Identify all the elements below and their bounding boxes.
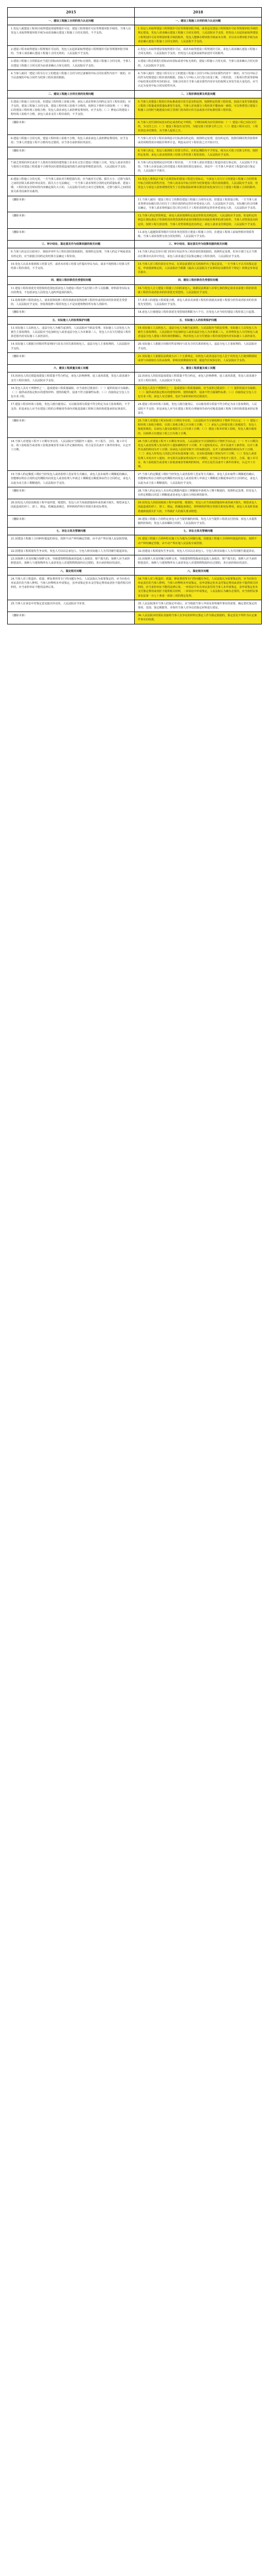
column-header-right: 2018	[135, 8, 262, 18]
clause-row	[8, 70, 262, 90]
clause-row	[8, 499, 262, 516]
clause-row	[8, 309, 262, 316]
clause-row	[8, 147, 262, 159]
clause-2015: 8.建设工程施工合同无效，一方当事人请求对方赔偿损失的，应当就对方过错、损失大小、过错与损失之间的因果关系承担举证责任。损失大小无法确定，一方当事人请求参照合同约定的质量标准、建设工期、工程价款支付时间等内容确定损失大小的，人民法院可以结合双方过错程度、过错与损失之间的因果关系等因素作出裁判。	[8, 175, 135, 196]
clause-row	[8, 341, 262, 352]
clause-row	[8, 471, 262, 487]
header-row	[8, 8, 262, 18]
clause-2015: 12.装饰装修工程的承包人，请求装饰装修工程价款就该装饰装修工程折价或者拍卖的价款优先受偿的，人民法院应予支持，但装饰装修工程的发包人不是该建筑物的所有权人的除外。	[8, 296, 135, 308]
clause-2018: 5.当事人对建设工程的计价标准或者计价方法有约定的，按照约定结算工程价款。因设计变更导致建设工程的工程量或者质量标准发生变化，当事人对该部分工程价款不能协商一致的，可以参照签订建设工程施工合同时当地建设行政主管部门发布的计价方法或者计价标准结算工程价款。	[135, 98, 262, 118]
clause-row	[8, 46, 262, 58]
clause-2018: 32.因建设工程质量发生争议的，发包人可以以总承包人、分包人和实际施工人为共同被告提起诉讼。	[135, 547, 262, 555]
clause-2018: 19.实际施工人以转包人、违法分包人为被告起诉的，人民法院应当依法受理。实际施工人以发包人为被告主张权利的，人民法院应当追加转包人或者违法分包人为本案第三人，在查明发包人欠付转包人或者违法分包人建设工程价款的数额后，判决发包人在欠付建设工程价款范围内对实际施工人承担责任。	[135, 324, 262, 341]
clause-2018: 20.实际施工人根据合同相对性原则向与其有合同关系的转包人、违法分包人主张权利的，人民法院应予支持。	[135, 341, 262, 352]
clause-2018: 26.当事人对建设工程开工日期有争议的，人民法院应当分别按照以下情形予以认定：（一）开工日期为发包人或者监理人发出的开工通知载明的开工日期；开工通知发出后，尚不具备开工条件的，以开工条件具备的时间为开工日期；因承包人原因导致开工时间推迟的，以开工通知载明的时间为开工日期。（二）承包人经发包人同意已经实际进场施工的，以实际进场施工时间为开工日期。（三）发包人或者监理人未发出开工通知，亦无相关证据证明实际开工日期的，应当综合考虑开工报告、合同、施工许可证、竣工验收报告或者竣工验收备案表等载明的时间，并结合是否具备开工条件的事实，认定开工日期。	[135, 437, 262, 470]
clause-row	[8, 118, 262, 135]
clause-2018: 五、实际施工人的权利保护问题	[135, 316, 262, 324]
column-header-left: 2015	[8, 8, 135, 18]
section-row	[8, 90, 262, 98]
clause-row	[8, 575, 262, 600]
clause-row	[8, 612, 262, 624]
clause-2018: 八、鉴定相关问题	[135, 567, 262, 575]
clause-row	[8, 296, 262, 308]
clause-row	[8, 352, 262, 364]
clause-2018: 三、审计结论、鉴定意见作为结算依据的相关问题	[135, 241, 262, 248]
clause-2018: 22.因承包人的原因造成建设工程质量不符合约定，承包人拒绝修理、返工或者改建，发包人请求减少支付工程价款的，人民法院应予支持。	[135, 372, 262, 384]
clause-2018: 25.当事人对建设工程实际竣工日期有争议的，人民法院应当分别按照以下情形予以认定：（一）建设工程经竣工验收合格的，以竣工验收合格之日为竣工日期；（二）承包人已经提交竣工验收报告，发包人拖延验收的，以承包人提交验收报告之日为竣工日期；（三）建设工程未经竣工验收，发包人擅自使用的，以转移占有建设工程之日为竣工日期。	[135, 417, 262, 438]
clause-2015: （删除本条）	[8, 352, 135, 364]
clause-row	[8, 212, 262, 229]
clause-2018: 33.因保修人未及时履行保修义务，导致建筑物毁损或者造成人身损害、财产损失的，保修人应当承担赔偿责任。保修人与建筑物所有人或者发包人对建筑物毁损均有过错的，各自承担相应的责任。	[135, 555, 262, 567]
clause-row	[8, 98, 262, 118]
clause-2018: 36.人民法院未经质证直接将当事人有争议的材料交鉴定人作为鉴定依据的，鉴定意见不得作为认定案件事实的依据。	[135, 612, 262, 624]
clause-2015: （删除本条）	[8, 515, 135, 527]
comparison-table	[7, 7, 262, 624]
clause-2018: 七、诉讼主体及管辖问题	[135, 528, 262, 535]
clause-row	[8, 196, 262, 212]
clause-2018: 31.建设工程施工合同纠纷以施工行为地为合同履行地。因建设工程施工合同纠纷提起的诉讼，按照不动产纠纷确定管辖，由不动产所在地人民法院专属管辖。	[135, 535, 262, 547]
clause-2018: 四、建设工程价款优先受偿权问题	[135, 277, 262, 284]
clause-2018: 4.当事人就同一建设工程另行订立的建设工程施工合同与中标合同实质性内容不一致的，应当以中标合同作为结算建设工程价款的根据。招标人与中标人另行签订改变工期、工程价款、工程项目性质等影响中标结果实质性内容的协议，导致合同双方当事人就实质性内容享有的权利义务发生较大变化的，应当认定为变更中标合同实质性内容。	[135, 70, 262, 90]
section-row	[8, 365, 262, 372]
clause-2015: 3.建设工程施工合同依法应当进行招标而未招标的，或者中标无效的，建设工程施工合同无效。当事人以建设工程施工合同无效为由请求确认合同无效的，人民法院应予支持。	[8, 58, 135, 70]
clause-2018: 24.建设工程未经竣工验收，发包人擅自使用后，又以使用部分质量不符合约定为由主张权利的，人民法院不予支持；但是承包人应当在建设工程的合理使用寿命内对地基基础工程和主体结构质量承担民事责任。	[135, 401, 262, 417]
clause-2018: 3.建设工程必须进行招标而未招标或者中标无效的，建设工程施工合同无效。当事人请求确认合同无效的，人民法院应予支持。	[135, 58, 262, 70]
clause-2015: （删除本条）	[8, 147, 135, 159]
section-row	[8, 567, 262, 575]
clause-row	[8, 228, 262, 240]
clause-2018: 16.与发包人订立建设工程施工合同的承包人，依据民法典第八百零七条的规定请求其承建工程的价款就工程折价或者拍卖的价款优先受偿的，人民法院应予支持。	[135, 284, 262, 296]
clause-row	[8, 555, 262, 567]
clause-2015: 四、建设工程价款优先受偿权问题	[8, 277, 135, 284]
clause-2015: 6.建设工程施工合同无效，建设工程经竣工验收不合格，发包人请求承包人承担修复费用的，应予支持；当事人对建设工程不合格均有过错的，应当各自承担相应的责任。	[8, 135, 135, 147]
clause-2015: 三、审计结论、鉴定意见作为结算依据的相关问题	[8, 241, 135, 248]
clause-row	[8, 515, 262, 527]
clause-row	[8, 547, 262, 555]
clause-2015: 八、鉴定相关问题	[8, 567, 135, 575]
clause-2018: 10.发包人将依法不属于必须招标的建设工程进行招标后，与承包人另行订立的建设工程施工合同背离中标合同的实质性内容，当事人请求以中标合同作为结算建设工程价款依据的，人民法院应予支持，但发包人与承包人因客观情况发生了在招标投标时难以预见的变化而另行订立建设工程施工合同的除外。	[135, 175, 262, 196]
clause-2018: 30.建设工程施工合同约定承包人应当提供履约担保，发包人应当提供工程款支付担保，承包人未提供履约担保的，发包人请求解除合同的，人民法院应予支持。	[135, 515, 262, 527]
clause-2015: 18.当事人对建设工程开工日期有争议的，人民法院应当根据开工通知、开工报告、合同、施工许可证、竣工验收报告或者竣工验收备案表等书面文件记载的时间，结合是否具备开工条件的事实，认定开工日期。	[8, 437, 135, 470]
section-row	[8, 316, 262, 324]
clause-2015: （删除本条）	[8, 212, 135, 229]
table-body	[8, 18, 262, 624]
clause-2015: 11.建设工程价款优先受偿权的范围包括承包人为建设工程应当支付的工作人员报酬、材料款等实际支出的费用，不包括承包人因发包人违约所造成的损失。	[8, 284, 135, 296]
clause-row	[8, 25, 262, 46]
clause-2015: 13.实际施工人以转包人、违法分包人为被告起诉的，人民法院应当依法受理。实际施工人以发包人为被告主张权利的，人民法院应当追加转包人或者违法分包人为本案第三人，发包人只在欠付建设工程价款范围内对实际施工人承担责任。	[8, 324, 135, 341]
clause-row	[8, 600, 262, 612]
clause-2015: 9.当事人约定以行政审计、财政评审作为工程价款结算依据的，按照约定处理。当事人约定不明或者没有约定的，应当依据合同约定的结算方法确定工程价款。	[8, 248, 135, 260]
clause-2015: 21.因建设工程施工合同纠纷提起的诉讼，按照不动产纠纷确定管辖，由不动产所在地人民法院管辖。	[8, 535, 135, 547]
clause-2018: 9.当事人约定按照固定价结算工程价款，一方当事人请求对建设工程造价进行鉴定的，人民法院不予支持。当事人在诉讼前已经对建设工程价款结算达成协议，诉讼中一方当事人申请对工程造价进行鉴定的，人民法院不予准许。	[135, 159, 262, 176]
clause-2015: （删除本条）	[8, 196, 135, 212]
clause-2015: 25.当事人在诉讼中对鉴定意见提出异议的，人民法院应当审查。	[8, 600, 135, 612]
clause-2018: 6.当事人对付款时间没有约定或者约定不明的，下列时间视为应付款时间：（一）建设工程已实际交付的，为交付之日；（二）建设工程没有交付的，为提交竣工结算文件之日；（三）建设工程未交付，工程价款也未结算的，为当事人起诉之日。	[135, 118, 262, 135]
clause-row	[8, 417, 262, 438]
clause-2018: 27.当事人约定顺延工期应当经发包人或者监理人签证等方式确认，承包人虽未取得工期顺延的确认，但能够证明在合同约定的期限内向发包人或者监理人申请过工期顺延且顺延事由符合合同约定，承包人以此为由主张工期顺延的，人民法院应予支持。	[135, 471, 262, 487]
clause-2015: 二、建设工程施工合同无效的处理问题	[8, 90, 135, 98]
clause-2018: 13.承包人超越资质等级许可的业务范围签订建设工程施工合同，在建设工程竣工前取得相应资质等级，当事人请求按照无效合同处理的，人民法院不予支持。	[135, 228, 262, 240]
clause-row	[8, 384, 262, 401]
clause-2015: 7.缺乏资质的单位或者个人借用有资质的建筑施工企业名义签订建设工程施工合同，发包人请求出借方与借用方对建设工程质量不合格等因出借资质造成的损失承担连带赔偿责任的，人民法院应予支持。	[8, 159, 135, 176]
clause-2015: 23.因保修人未及时履行保修义务，导致建筑物毁损或者造成人身损害、财产损失的，保修人应当承担赔偿责任。保修人与建筑物所有人或者发包人对建筑物毁损均有过错的，各自承担相应的责任。	[8, 555, 135, 567]
clause-2015: 五、实际施工人的权利保护问题	[8, 316, 135, 324]
clause-2015: 六、建设工程质量及竣工问题	[8, 365, 135, 372]
clause-2015: 15.因承包人的过错造成建设工程质量不符合约定，承包人拒绝修理、返工或者改建，发包人请求减少支付工程价款的，人民法院应予支持。	[8, 372, 135, 384]
clause-row	[8, 401, 262, 417]
clause-2015: 10.发包人以其未收到竣工结算文件，或者未对竣工结算文件提出异议为由，请求不按照竣工结算文件结算工程价款的，不予支持。	[8, 260, 135, 277]
clause-2018: 2.发包人未取得建设用地规划许可证，或者未取得建设工程规划许可证，承包人请求确认建设工程施工合同无效的，人民法院应予支持。但发包人在起诉前取得前述许可的除外。	[135, 46, 262, 58]
clause-2018: 一、建设工程施工合同的效力认定问题	[135, 18, 262, 25]
clause-2018: 12.当事人约定垫资利息，承包人请求按照约定返还垫资及其利息的，人民法院应予支持，但是约定的利息计算标准高于垫资时的同类贷款利率或者同期贷款市场报价利率的部分除外。当事人对垫资没有约定的，按照工程欠款处理。当事人对垫资利息没有约定，承包人请求支付利息的，人民法院不予支持。	[135, 212, 262, 229]
clause-row	[8, 159, 262, 176]
clause-2018: 17.未竣工的建设工程质量合格，承包人请求其承建工程的价款就其承建工程部分折价或者拍卖的价款优先受偿的，人民法院应予支持。	[135, 296, 262, 308]
clause-2015: （删除本条）	[8, 118, 135, 135]
clause-2015: 5.建设工程施工合同无效，但建设工程经竣工验收合格，承包人请求参照合同约定支付工程价款的，应予支持。建设工程施工合同无效，建设工程经竣工验收不合格的，按照以下情形分别处理：（一）修复后的建设工程经竣工验收合格，发包人请求承包人承担修复费用的，应予支持；（二）修复后的建设工程经竣工验收不合格，承包人请求支付工程价款的，不予支持。	[8, 98, 135, 118]
clause-2015: 16.发包人具有下列情形之一，造成建设工程质量缺陷，应当承担过错责任：（一）提供的设计有缺陷；（二）提供或者指定购买的建筑材料、建筑构配件、设备不符合强制性标准；（三）直接指定分包人分包专业工程。	[8, 384, 135, 401]
clause-2015: （删除本条）	[8, 612, 135, 624]
clause-2018: 21.实际施工人依据民法典第五百三十五条规定，以转包人或者违法分包人怠于向发包人行使到期债权或者与该债权有关的从权利，影响其到期债权实现，提起代位权诉讼的，人民法院应予支持。	[135, 352, 262, 364]
clause-2015: 19.当事人约定顺延工期应当经发包人或者监理人签证等方式确认，承包人虽未取得工期顺延的确认，但能够证明在合同约定的期限内向发包人或者监理人申请过工期顺延且顺延事由符合合同约定，承包人以此为由主张工期顺延的，人民法院应予支持。	[8, 471, 135, 487]
clause-row	[8, 260, 262, 277]
clause-2018: 28.当事人约定承包人未在约定期限内提出工期顺延申请视为工期不顺延的，按照约定处理，但发包人在约定期限后同意工期顺延或者承包人提出合理抗辩的除外。	[135, 487, 262, 499]
clause-row	[8, 487, 262, 499]
clause-row	[8, 372, 262, 384]
clause-2018: 8.当事人约定，发包人收到竣工结算文件后，在约定期限内不予答复，视为认可竣工结算文件的，按照约定处理。承包人请求按照竣工结算文件结算工程价款的，人民法院应予支持。	[135, 147, 262, 159]
clause-2015: 17.建设工程未经竣工验收，发包人擅自使用后，又以使用部分质量不符合约定为由主张权利的，不予支持；但是承包人应当在建设工程的合理使用寿命内对地基基础工程和主体结构质量承担民事责任。	[8, 401, 135, 417]
clause-row	[8, 284, 262, 296]
section-row	[8, 528, 262, 535]
clause-row	[8, 135, 262, 147]
clause-2015: 22.因建设工程质量发生争议的，发包人可以以总承包人、分包人和实际施工人为共同被告提起诉讼。	[8, 547, 135, 555]
clause-2015: 一、建设工程施工合同的效力认定问题	[8, 18, 135, 25]
clause-2018: 7.当事人对欠付工程价款利息计付标准有约定的，按照约定处理。没有约定的，按照同期同类贷款利率或者同期贷款市场报价利率计息。利息从应付工程价款之日开始计付。	[135, 135, 262, 147]
clause-row	[8, 324, 262, 341]
clause-2015: 14.实际施工人根据合同相对性原则向与其有合同关系的转包人、违法分包人主张权利的，人民法院应予支持。	[8, 341, 135, 352]
clause-2015: 七、诉讼主体及管辖问题	[8, 528, 135, 535]
clause-2015: 24.当事人对工程造价、质量、修复费用等专门性问题有争议，人民法院认为需要鉴定的，应当向负有举证责任的当事人释明。当事人经释明未申请鉴定，虽申请鉴定但未支付鉴定费用或者拒不提供相关材料的，应当承担举证不能的法律后果。	[8, 575, 135, 600]
table-header	[8, 8, 262, 18]
clause-2018: 14.当事人约定以审计部门的审计结论作为工程价款结算依据的，按照约定处理。但审计部门无正当理由长期未出具审计结论，承包人请求通过司法鉴定确定工程价款的，人民法院应予支持。	[135, 248, 262, 260]
clause-2015: （删除本条）	[8, 309, 135, 316]
clause-row	[8, 58, 262, 70]
clause-2018: 35.人民法院准许当事人的鉴定申请后，应当根据当事人申请及查明案件事实的需要，确定委托鉴定的事项、范围、鉴定期限等，并组织当事人对争议的鉴定材料进行质证。	[135, 600, 262, 612]
clause-2018: 11.当事人就同一建设工程订立的数份建设工程施工合同均无效，但建设工程质量合格，一方当事人请求参照实际履行的合同关于工程价款的约定折价补偿承包人的，人民法院应予支持。实际履行的合同难以确定，当事人请求参照最后签订的合同关于工程价款的约定折价补偿承包人的，人民法院应予支持。	[135, 196, 262, 212]
section-row	[8, 241, 262, 248]
section-row	[8, 277, 262, 284]
clause-row	[8, 175, 262, 196]
clause-row	[8, 437, 262, 470]
clause-2018: 二、工程价款结算及利息问题	[135, 90, 262, 98]
clause-2018: 15.当事人对工程价款存在争议，在诉讼前委托有关机构作出了鉴定意见，一方当事人不认可该鉴定意见，申请重新鉴定的，人民法院应当根据《最高人民法院关于民事诉讼证据的若干规定》的规定审查是否准许。	[135, 260, 262, 277]
clause-2015: （删除本条）	[8, 228, 135, 240]
clause-row	[8, 248, 262, 260]
clause-2018: 1.发包人未取得建设工程规划许可证等规划审批手续，或者违反建设工程规划许可证等规划审批手续的规定建设，发包人请求确认建设工程施工合同无效的，人民法院应予支持，但发包人在起诉前取得建设工程规划许可证等规划审批手续的除外。发包人能够办理审批手续而未办理，并以未办理审批手续为由请求确认建设工程施工合同无效的，人民法院不予支持。	[135, 25, 262, 46]
clause-2015: 2.建设工程未取得建设工程规划许可证的，发包人在起诉前取得建设工程规划许可证等规划审批手续的，当事人请求确认建设工程施工合同无效的，人民法院不予支持。	[8, 46, 135, 58]
clause-2015: 20.因发包人的原因致使工程中途停建、缓建的，发包人应当采取措施弥补或者减少损失，赔偿承包人因此造成的停工、窝工、倒运、机械设备调迁、材料和构件积压等损失和实际费用。	[8, 499, 135, 516]
section-row	[8, 18, 262, 25]
clause-2018: 23.发包人具有下列情形之一，造成建设工程质量缺陷，应当承担过错责任：（一）提供的设计有缺陷；（二）提供或者指定购买的建筑材料、建筑构配件、设备不符合强制性标准；（三）直接指定分包人分包专业工程。承包人有过错的，也应当承担相应的过错责任。	[135, 384, 262, 401]
clause-2015: （删除本条）	[8, 417, 135, 438]
clause-row	[8, 535, 262, 547]
clause-2018: 34.当事人对工程造价、质量、修复费用等专门性问题有争议，人民法院认为需要鉴定的，应当向负有举证责任的当事人释明。当事人经释明未申请鉴定，虽申请鉴定但未支付鉴定费用或者拒不提供相关材料的，应当承担举证不能的法律后果。一审诉讼中负有举证责任的当事人未申请鉴定，虽申请鉴定但未支付鉴定费用或者拒不提供相关材料，二审诉讼中申请鉴定，人民法院认为确有必要的，应当依照民事诉讼法第一百七十条第一款第三项的规定处理。	[135, 575, 262, 600]
clause-2015: 1.发包人就建设工程项目取得建设用地规划许可证、建设工程规划许可证等规划审批手续的，当事人以发包人未取得规划审批手续为由请求确认建设工程施工合同无效的，不予支持。	[8, 25, 135, 46]
clause-2018: 29.因发包人的原因致使工程中途停建、缓建的，发包人应当采取措施弥补或者减少损失，赔偿承包人因此造成的停工、窝工、倒运、机械设备调迁、材料和构件积压等损失和实际费用。承包人未及时采取措施致使损失扩大的，不得就扩大的损失要求赔偿。	[135, 499, 262, 516]
clause-2015: （删除本条）	[8, 487, 135, 499]
clause-2018: 18.承包人行使建设工程价款优先受偿权的期限为六个月，自发包人应当给付建设工程价款之日起算。	[135, 309, 262, 316]
clause-2015: 4.当事人就同一建设工程另行订立的建设工程施工合同与经过备案的中标合同实质性内容不一致的，应当以备案的中标合同作为结算工程价款的根据。	[8, 70, 135, 90]
clause-2018: 六、建设工程质量及竣工问题	[135, 365, 262, 372]
